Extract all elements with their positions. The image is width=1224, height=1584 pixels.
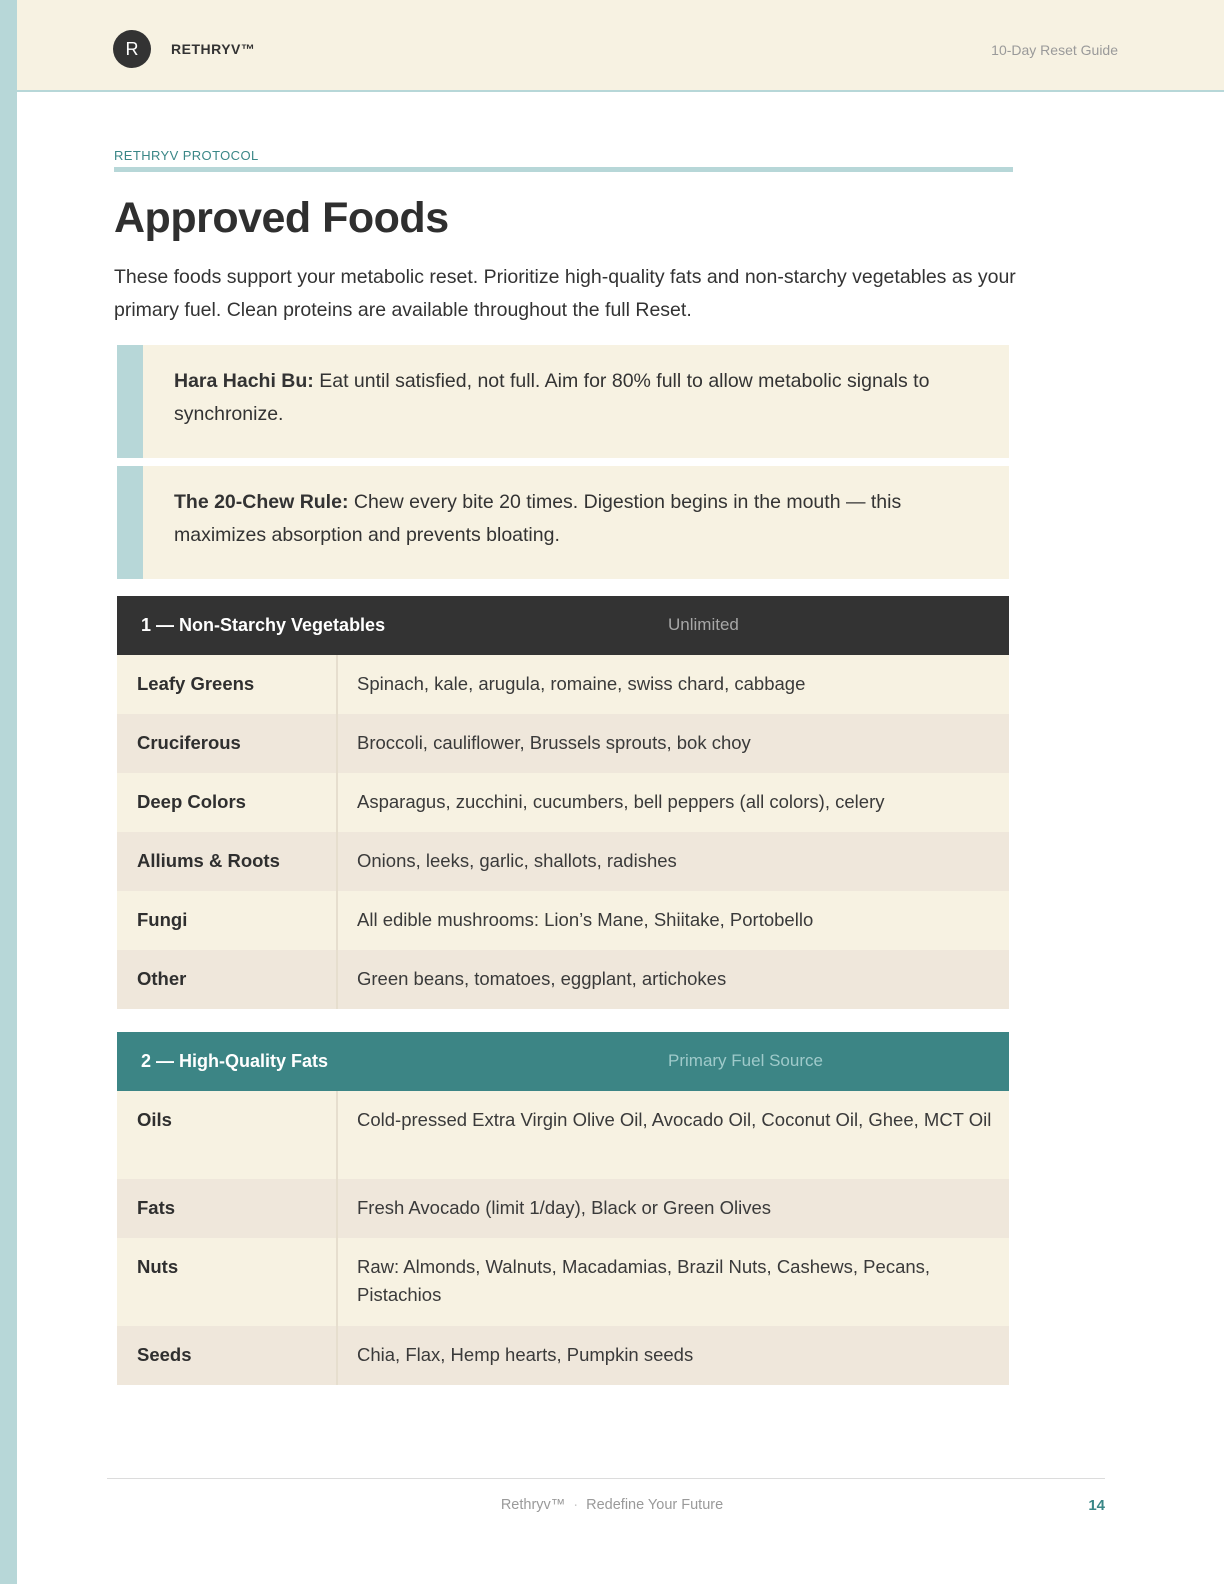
row-items	[338, 1326, 1009, 1385]
table-high-quality-fats	[117, 1032, 1009, 1385]
table-header	[117, 596, 1009, 655]
row-category: Cruciferous	[117, 714, 338, 773]
row-category: Seeds	[117, 1326, 338, 1385]
section-eyebrow: RETHRYV PROTOCOL	[114, 148, 259, 163]
row-items	[338, 773, 1009, 832]
row-items	[338, 891, 1009, 950]
table-note: Unlimited	[668, 615, 739, 634]
row-items-text: Spinach, kale, arugula, romaine, swiss chard, cabbage	[357, 673, 806, 694]
row-items	[338, 832, 1009, 891]
page-header	[17, 0, 1224, 92]
callout-body: Chew every bite 20 times. Digestion begins in the mouth — this maximizes absorption and prevents bloating.	[174, 491, 902, 546]
callout-hara-hachi-bu	[117, 345, 1009, 458]
footer-brand-line	[0, 1497, 1224, 1513]
table-row	[117, 891, 1009, 950]
table-row	[117, 655, 1009, 714]
table-title: 1 — Non-Starchy Vegetables	[141, 615, 386, 635]
table-row	[117, 714, 1009, 773]
row-category: Other	[117, 950, 338, 1009]
table-row	[117, 950, 1009, 1009]
row-items-text: Cold-pressed Extra Virgin Olive Oil, Avocado Oil, Coconut Oil, Ghee, MCT Oil	[357, 1109, 992, 1130]
row-category: Oils	[117, 1091, 338, 1179]
row-items-text: Onions, leeks, garlic, shallots, radishes	[357, 850, 677, 871]
page-title: Approved Foods	[114, 194, 449, 242]
row-items-text: Broccoli, cauliflower, Brussels sprouts, bok choy	[357, 732, 751, 753]
row-items-text: Green beans, tomatoes, eggplant, artichokes	[357, 968, 727, 989]
footer-divider	[107, 1478, 1105, 1479]
table-header	[117, 1032, 1009, 1091]
table-row	[117, 1238, 1009, 1326]
callout-20-chew-rule	[117, 466, 1009, 579]
footer-brand: Rethryv™	[500, 1497, 566, 1513]
callout-text	[174, 365, 989, 431]
row-items-text: Chia, Flax, Hemp hearts, Pumpkin seeds	[357, 1344, 694, 1365]
guide-title: 10-Day Reset Guide	[991, 42, 1118, 58]
table-row	[117, 832, 1009, 891]
row-items	[338, 1091, 1009, 1179]
row-category: Leafy Greens	[117, 655, 338, 714]
row-items-text: Asparagus, zucchini, cucumbers, bell peppers (all colors), celery	[357, 791, 885, 812]
row-category: Fats	[117, 1179, 338, 1238]
page-number: 14	[1088, 1497, 1105, 1514]
callout-body: Eat until satisfied, not full. Aim for 80% full to allow metabolic signals to synchronize.	[174, 370, 930, 425]
intro-paragraph: These foods support your metabolic reset. Prioritize high-quality fats and non-starchy vegetables as your primary fuel. Clean proteins are available throughout the full Reset.	[114, 266, 1016, 321]
row-category: Deep Colors	[117, 773, 338, 832]
eyebrow-divider	[114, 167, 1013, 172]
row-items-text: Fresh Avocado (limit 1/day), Black or Green Olives	[357, 1197, 772, 1218]
table-row	[117, 1179, 1009, 1238]
callout-label: The 20-Chew Rule:	[174, 491, 349, 513]
table-note: Primary Fuel Source	[668, 1051, 823, 1070]
callout-accent-bar	[117, 466, 143, 579]
row-category: Nuts	[117, 1238, 338, 1326]
table-row	[117, 1091, 1009, 1179]
footer-separator: ·	[573, 1497, 579, 1513]
table-title: 2 — High-Quality Fats	[141, 1051, 329, 1071]
row-category: Fungi	[117, 891, 338, 950]
row-items	[338, 714, 1009, 773]
row-items-text: Raw: Almonds, Walnuts, Macadamias, Brazil Nuts, Cashews, Pecans, Pistachios	[357, 1256, 931, 1305]
left-accent-rail	[0, 0, 17, 1584]
row-items-text: All edible mushrooms: Lion’s Mane, Shiitake, Portobello	[357, 909, 814, 930]
callout-label: Hara Hachi Bu:	[174, 370, 314, 392]
row-items	[338, 1238, 1009, 1326]
row-items	[338, 655, 1009, 714]
row-items	[338, 950, 1009, 1009]
row-items	[338, 1179, 1009, 1238]
table-row	[117, 1326, 1009, 1385]
footer-tagline: Redefine Your Future	[586, 1497, 724, 1513]
table-non-starchy-vegetables	[117, 596, 1009, 1009]
table-row	[117, 773, 1009, 832]
brand-name: RETHRYV™	[171, 41, 256, 57]
callout-accent-bar	[117, 345, 143, 458]
row-category: Alliums & Roots	[117, 832, 338, 891]
brand-logo: R	[113, 30, 151, 68]
callout-text	[174, 486, 989, 552]
